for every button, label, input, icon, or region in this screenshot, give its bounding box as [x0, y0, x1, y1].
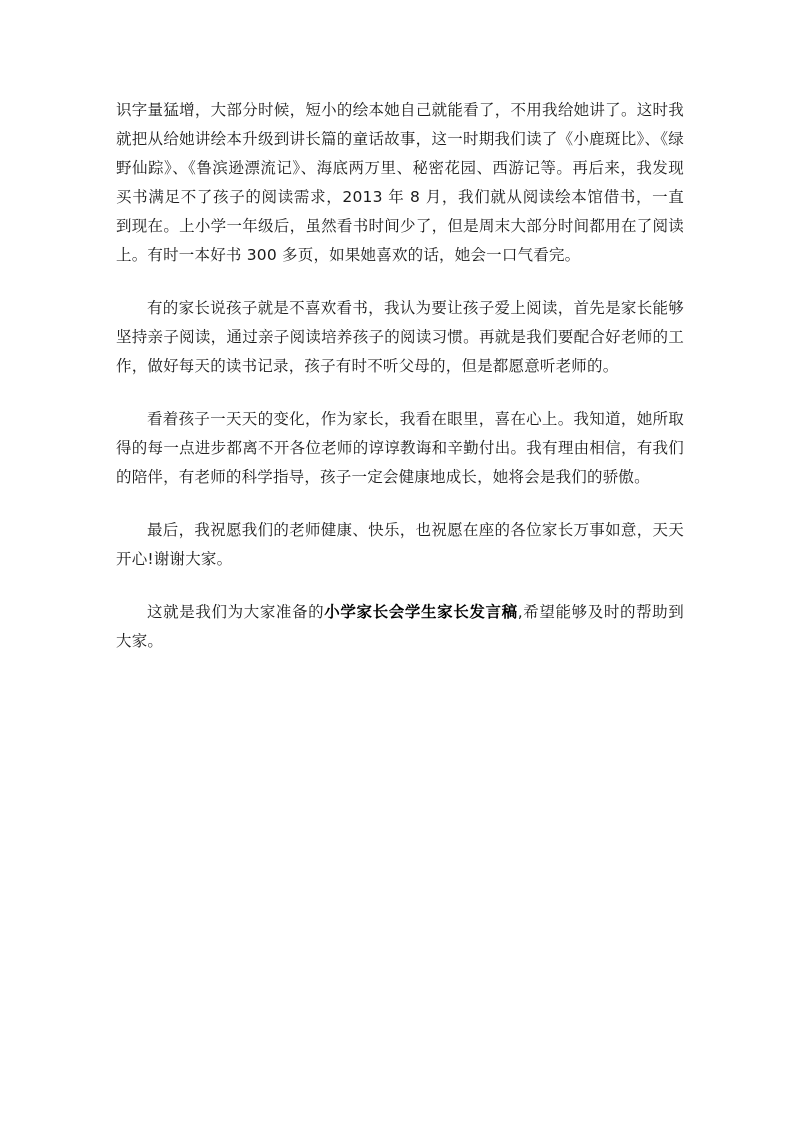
summary-text-after: ,希望能够及时的帮助到大家。	[116, 603, 684, 650]
paragraph-parent-advice: 有的家长说孩子就是不喜欢看书，我认为要让孩子爱上阅读，首先是家长能够坚持亲子阅读，通过亲子阅读培养孩子的阅读习惯。再就是我们要配合好老师的工作，做好每天的读书记录，孩子有时不听父母的，但是都愿意听老师的。	[116, 299, 684, 375]
paragraph-closing-wishes: 最后，我祝愿我们的老师健康、快乐，也祝愿在座的各位家长万事如意，天天开心!谢谢大家。	[116, 521, 684, 568]
summary-text-before: 这就是我们为大家准备的	[147, 603, 325, 621]
paragraph-child-progress: 看着孩子一天天的变化，作为家长，我看在眼里，喜在心上。我知道，她所取得的每一点进步都离不开各位老师的谆谆教诲和辛勤付出。我有理由相信，有我们的陪伴，有老师的科学指导，孩子一定会健康地成长，她将会是我们的骄傲。	[116, 410, 684, 486]
paragraph-reading-history: 识字量猛增，大部分时候，短小的绘本她自己就能看了，不用我给她讲了。这时我就把从给她讲绘本升级到讲长篇的童话故事，这一时期我们读了《小鹿斑比》、《绿野仙踪》、《鲁滨逊漂流记》、海底两万里、秘密花园、西游记等。再后来，我发现买书满足不了孩子的阅读需求，2013 年 8 月，我们就从阅读绘本馆借书，一直到现在。上小学一年级后，虽然看书时间少了，但是周末大部分时间都用在了阅读上。有时一本好书 300 多页，如果她喜欢的话，她会一口气看完。	[116, 101, 684, 264]
summary-bold-title: 小学家长会学生家长发言稿	[324, 603, 518, 621]
document-body	[116, 96, 684, 680]
paragraph-summary	[116, 598, 684, 656]
